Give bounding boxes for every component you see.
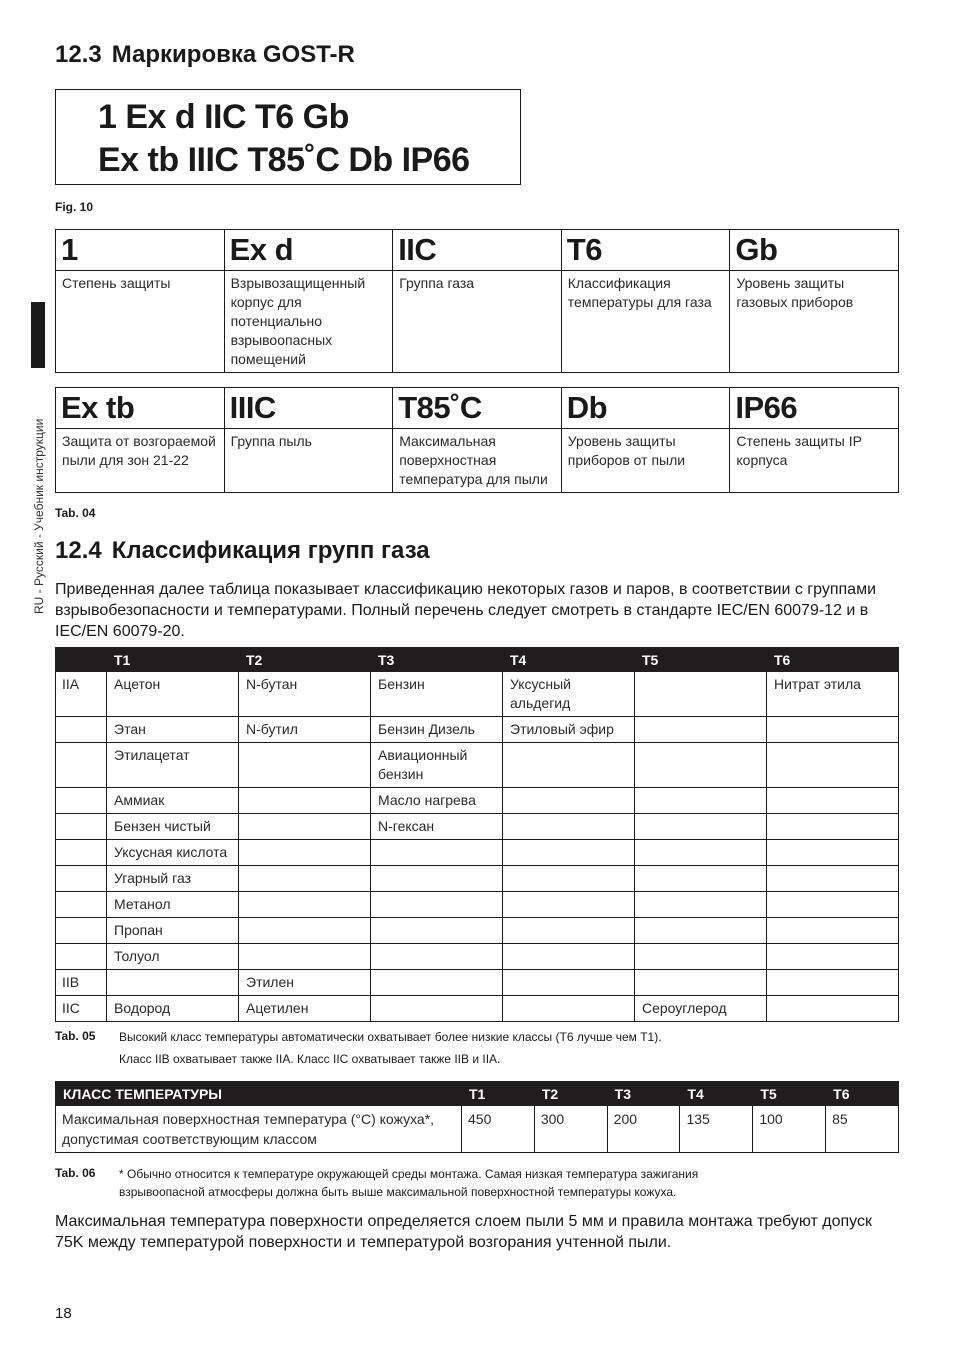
table-cell: Уксусная кислота (107, 840, 239, 866)
table-cell (239, 814, 371, 840)
tab06-note-line-2: взрывоопасной атмосферы должна быть выше максимальной поверхностной температуры кожуха. (119, 1185, 677, 1199)
closing-paragraph: Максимальная температура поверхности определяется слоем пыли 5 мм и правила монтажа требуют допуск 75K между температурой поверхности и температурой возгорания учтенной пыли. (55, 1213, 872, 1251)
code-description: Уровень защиты приборов от пыли (561, 429, 730, 493)
tab06-note-line-1: * Обычно относится к температуре окружающей среды монтажа. Самая низкая температура зажигания (119, 1167, 699, 1181)
table-cell: Аммиак (107, 788, 239, 814)
table-cell (767, 866, 899, 892)
header-cell: T4 (680, 1082, 753, 1106)
code-description: Группа пыль (224, 429, 393, 493)
code-cell: Db (561, 388, 730, 429)
table-cell: Этан (107, 717, 239, 743)
code-cell: Gb (730, 230, 899, 271)
table-cell (503, 996, 635, 1022)
table-cell: Сероуглерод (635, 996, 767, 1022)
header-cell: T3 (607, 1082, 680, 1106)
tab05-caption: Tab. 05 (55, 1029, 96, 1043)
table-cell: N-бутан (239, 672, 371, 717)
table-cell (635, 840, 767, 866)
table-cell: 200 (607, 1106, 680, 1153)
table-cell (503, 970, 635, 996)
gas-group-cell (56, 892, 107, 918)
table-cell: Нитрат этила (767, 672, 899, 717)
table-cell: Максимальная поверхностная температура (°C) кожуха*, допустимая соответствующим классом (56, 1106, 462, 1153)
table-cell (371, 944, 503, 970)
code-cell: 1 (56, 230, 225, 271)
table-row (56, 743, 899, 788)
table-cell: 135 (680, 1106, 753, 1153)
header-cell: T1 (107, 648, 239, 672)
marking-code-table-1 (55, 229, 899, 373)
table-cell (767, 944, 899, 970)
table-row (56, 866, 899, 892)
table-row (56, 892, 899, 918)
table-row (56, 717, 899, 743)
section-12-4-heading (55, 537, 430, 565)
section-number: 12.4 (55, 537, 102, 564)
tab05-note-line-1: Высокий класс температуры автоматически охватывает более низкие классы (T6 лучше чем T1). (119, 1030, 662, 1044)
table-cell: Толуол (107, 944, 239, 970)
table-row (56, 788, 899, 814)
table-cell (371, 996, 503, 1022)
code-cell: IP66 (730, 388, 899, 429)
table-cell (503, 840, 635, 866)
table-cell (239, 944, 371, 970)
code-cell: Ex tb (56, 388, 225, 429)
table-cell: 100 (753, 1106, 826, 1153)
table-cell (371, 866, 503, 892)
gas-group-cell (56, 743, 107, 788)
code-cell: T6 (561, 230, 730, 271)
table-cell: Угарный газ (107, 866, 239, 892)
tab05-note-line-2: Класс IIB охватывает также IIA. Класс IIC охватывает также IIB и IIA. (119, 1052, 501, 1066)
table-cell (767, 970, 899, 996)
table-cell (239, 892, 371, 918)
tab06-caption: Tab. 06 (55, 1166, 96, 1180)
gas-group-cell (56, 918, 107, 944)
table-cell: Ацетон (107, 672, 239, 717)
table-row (56, 814, 899, 840)
table-cell (371, 970, 503, 996)
gas-classification-table (55, 647, 899, 1022)
table-cell (635, 918, 767, 944)
table-cell: 450 (462, 1106, 535, 1153)
header-cell: T3 (371, 648, 503, 672)
table-cell (635, 788, 767, 814)
table-cell (767, 743, 899, 788)
gas-group-cell (56, 840, 107, 866)
table-cell: N-гексан (371, 814, 503, 840)
table-cell: Бензин Дизель (371, 717, 503, 743)
marking-line-1: 1 Ex d IIC T6 Gb (98, 98, 349, 136)
table-cell: Ацетилен (239, 996, 371, 1022)
gas-group-cell (56, 717, 107, 743)
table-cell (503, 918, 635, 944)
table-cell: Водород (107, 996, 239, 1022)
table-row (56, 996, 899, 1022)
table-cell (503, 866, 635, 892)
table-cell: 85 (826, 1106, 899, 1153)
header-cell: T5 (635, 648, 767, 672)
fig-caption: Fig. 10 (55, 200, 94, 214)
gas-group-cell: IIC (56, 996, 107, 1022)
marking-code-table-2 (55, 387, 899, 493)
table-cell (767, 996, 899, 1022)
code-cell: IIIC (224, 388, 393, 429)
code-description: Классификация температуры для газа (561, 271, 730, 373)
marking-line-2: Ex tb IIIC T85˚C Db IP66 (98, 141, 470, 179)
table-cell (503, 892, 635, 918)
table-cell (503, 814, 635, 840)
code-description: Взрывозащищенный корпус для потенциально взрывоопасных помещений (224, 271, 393, 373)
side-tab-marker (31, 302, 45, 368)
gas-group-cell: IIB (56, 970, 107, 996)
section-number: 12.3 (55, 41, 102, 68)
table-cell: Масло нагрева (371, 788, 503, 814)
table-cell (767, 840, 899, 866)
table-cell: Этиловый эфир (503, 717, 635, 743)
table-cell (107, 970, 239, 996)
code-description: Защита от возгораемой пыли для зон 21-22 (56, 429, 225, 493)
section-title: Классификация групп газа (111, 537, 430, 564)
header-cell: T5 (753, 1082, 826, 1106)
table-cell (635, 672, 767, 717)
header-cell: T2 (534, 1082, 607, 1106)
table-cell: Бензен чистый (107, 814, 239, 840)
table-cell (635, 892, 767, 918)
header-cell: T4 (503, 648, 635, 672)
marking-box (55, 89, 521, 185)
header-cell: КЛАСС ТЕМПЕРАТУРЫ (56, 1082, 462, 1106)
table-cell (767, 892, 899, 918)
gas-group-cell (56, 814, 107, 840)
table-cell (635, 970, 767, 996)
header-cell: T6 (767, 648, 899, 672)
table-cell (635, 743, 767, 788)
table-cell (635, 866, 767, 892)
page-number: 18 (55, 1305, 72, 1322)
temperature-class-table (55, 1081, 899, 1153)
code-description: Максимальная поверхностная температура для пыли (393, 429, 562, 493)
table-cell (767, 788, 899, 814)
code-description: Группа газа (393, 271, 562, 373)
table-cell (239, 918, 371, 944)
table-cell (503, 944, 635, 970)
table-row (56, 840, 899, 866)
code-cell: Ex d (224, 230, 393, 271)
intro-paragraph: Приведенная далее таблица показывает классификацию некоторых газов и паров, в соответствии с группами взрывобезопасности и температурами. Полный перечень следует смотреть в стандарте IEC/EN 60079-12 и в IEC/EN 60079-20. (55, 581, 877, 640)
table-cell: N-бутил (239, 717, 371, 743)
table-row (56, 918, 899, 944)
table-cell (503, 743, 635, 788)
table-cell (767, 814, 899, 840)
table-cell: Этилацетат (107, 743, 239, 788)
table-cell: Уксусный альдегид (503, 672, 635, 717)
gas-group-cell (56, 788, 107, 814)
code-description: Уровень защиты газовых приборов (730, 271, 899, 373)
table-cell: Бензин (371, 672, 503, 717)
table-cell: Пропан (107, 918, 239, 944)
gas-group-cell: IIA (56, 672, 107, 717)
table-row (56, 672, 899, 717)
header-cell: T1 (462, 1082, 535, 1106)
table-cell (239, 743, 371, 788)
table-cell (635, 717, 767, 743)
tab04-caption: Tab. 04 (55, 506, 96, 520)
table-cell: Этилен (239, 970, 371, 996)
table-cell (371, 918, 503, 944)
table-cell: Метанол (107, 892, 239, 918)
table-cell (767, 717, 899, 743)
side-language-label: RU - Русский - Учебник инструкции (32, 418, 46, 614)
table-cell (371, 840, 503, 866)
header-cell (56, 648, 107, 672)
table-row (56, 944, 899, 970)
table-row (56, 970, 899, 996)
table-cell (767, 918, 899, 944)
table-cell (239, 840, 371, 866)
gas-group-cell (56, 944, 107, 970)
section-title: Маркировка GOST-R (111, 41, 355, 68)
code-description: Степень защиты (56, 271, 225, 373)
table-cell (635, 944, 767, 970)
table-cell (371, 892, 503, 918)
table-cell (635, 814, 767, 840)
table-cell: 300 (534, 1106, 607, 1153)
table-cell (503, 788, 635, 814)
code-cell: IIC (393, 230, 562, 271)
header-cell: T6 (826, 1082, 899, 1106)
header-cell: T2 (239, 648, 371, 672)
section-12-3-heading (55, 41, 355, 69)
code-cell: T85˚C (393, 388, 562, 429)
table-cell (239, 788, 371, 814)
gas-group-cell (56, 866, 107, 892)
code-description: Степень защиты IP корпуса (730, 429, 899, 493)
table-cell: Авиационный бензин (371, 743, 503, 788)
table-cell (239, 866, 371, 892)
